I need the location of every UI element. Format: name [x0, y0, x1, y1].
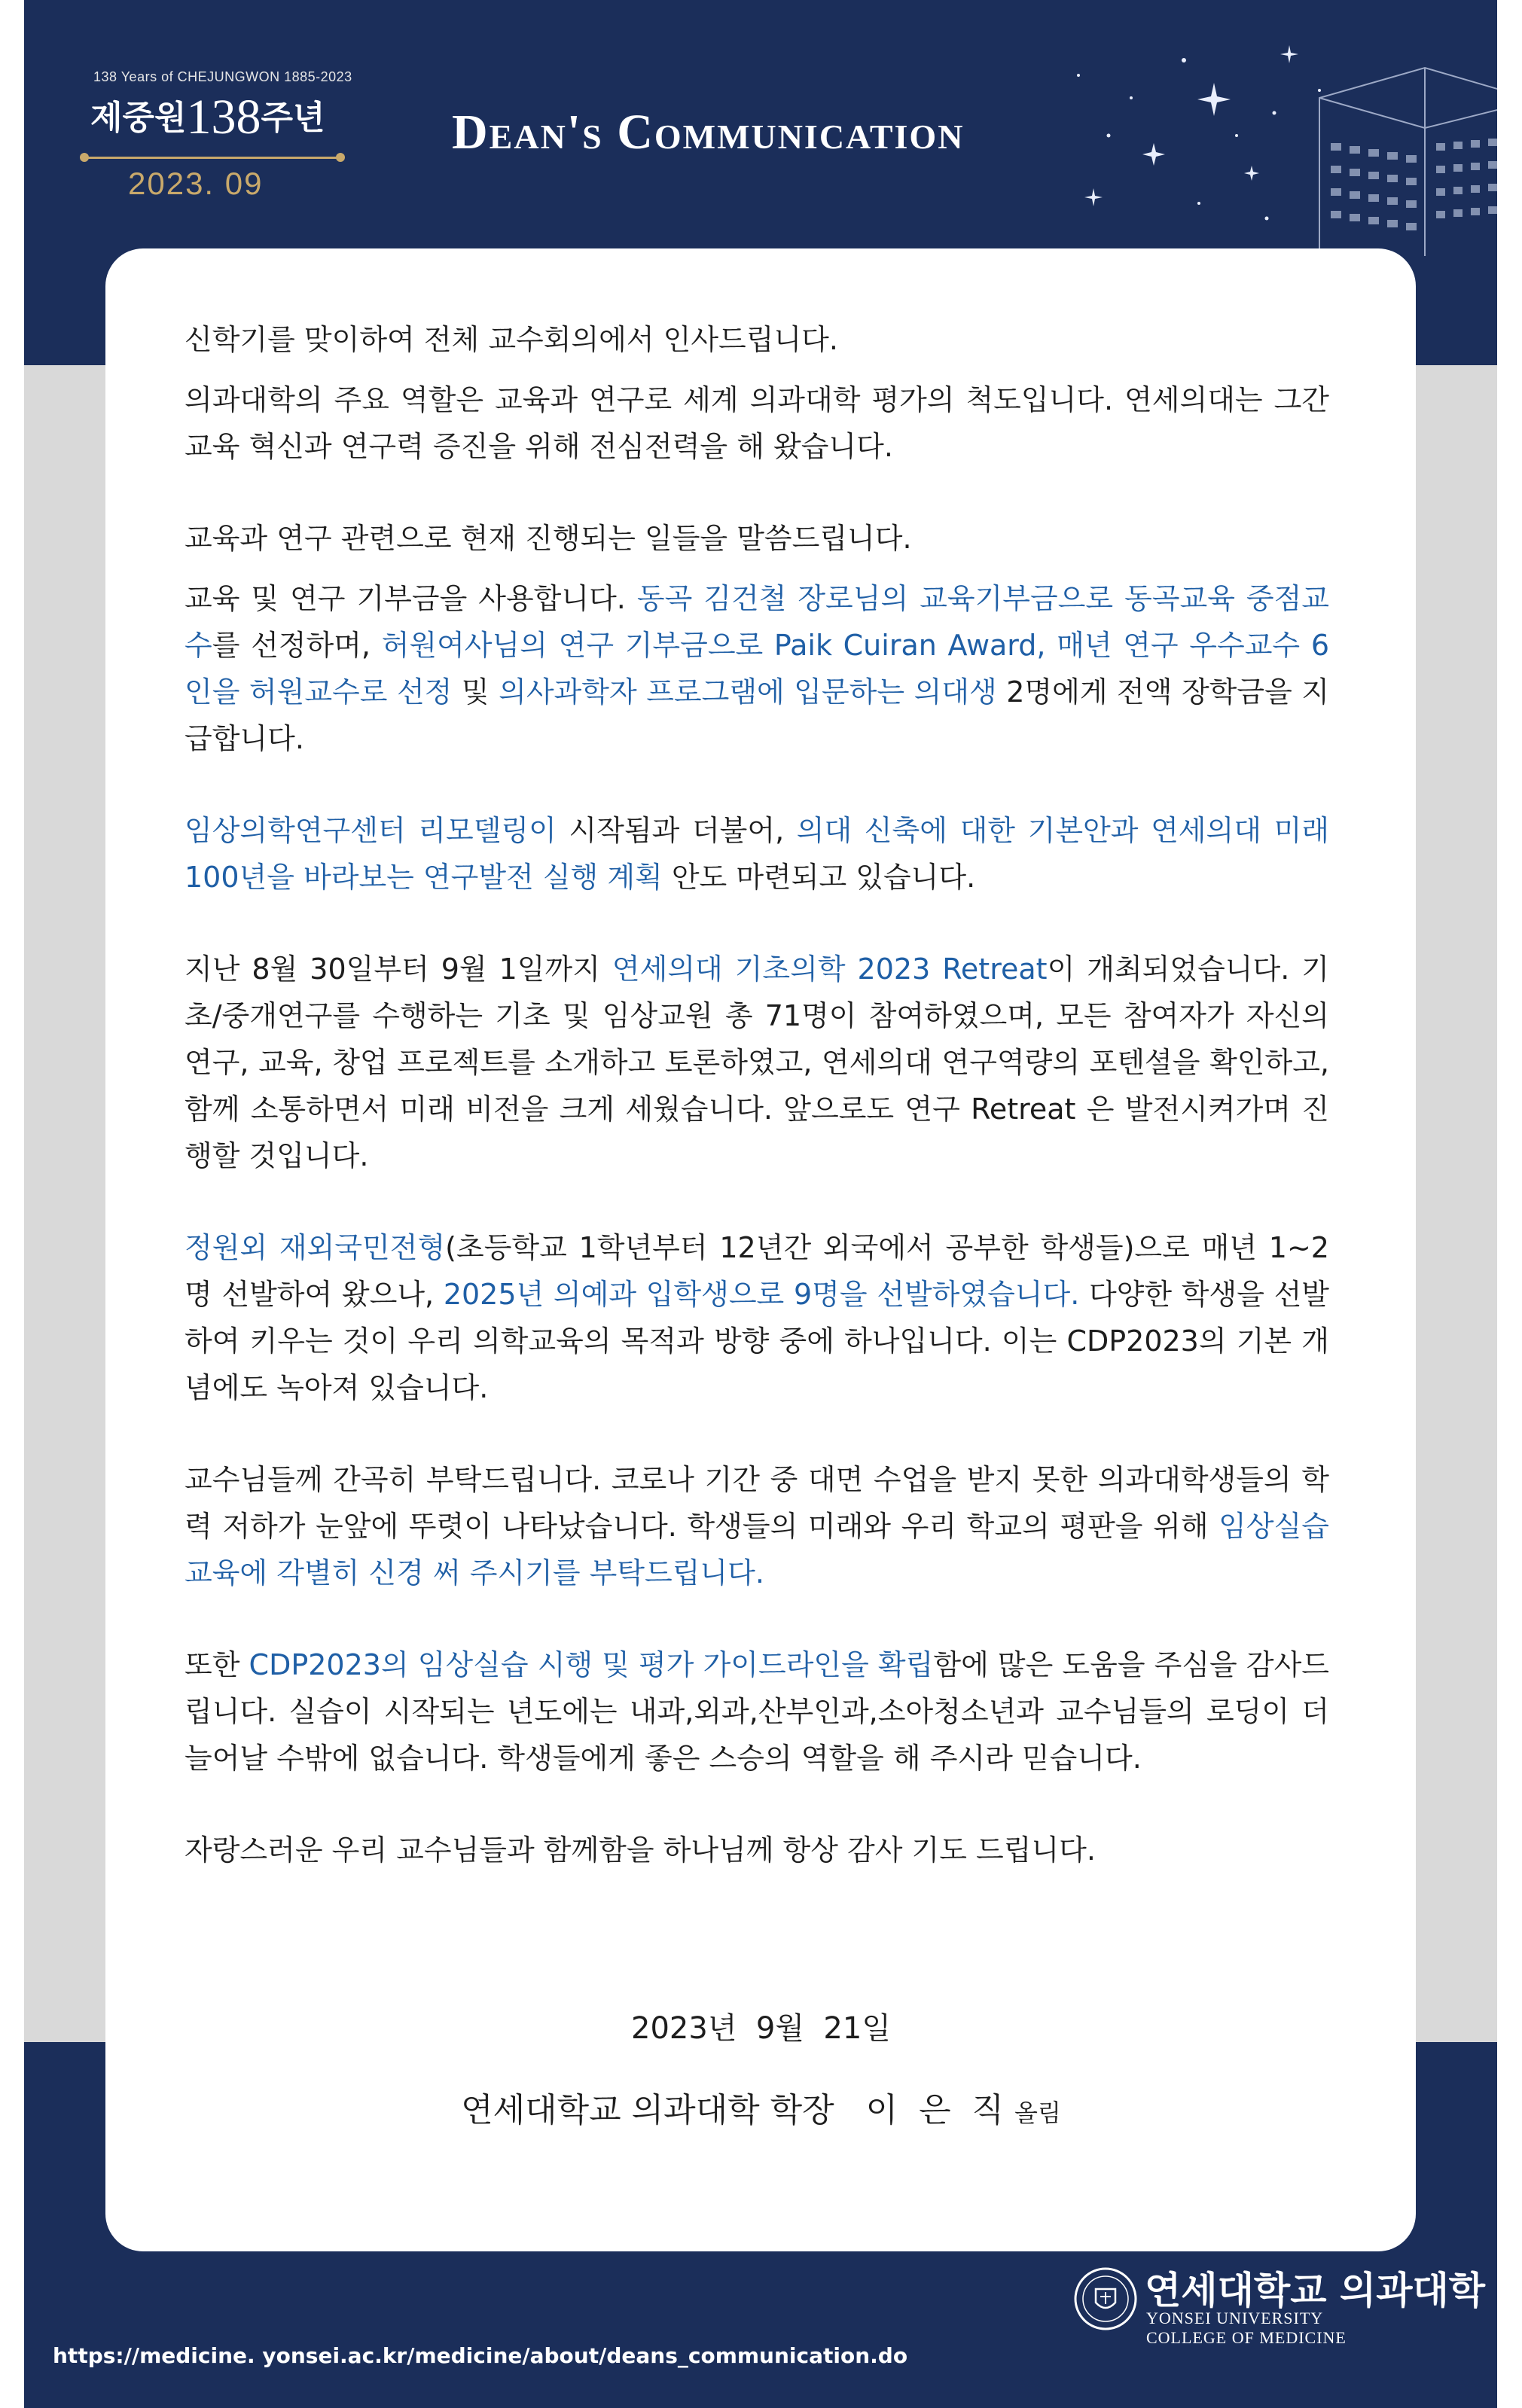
text-span: 시작됨과 더불어,	[556, 814, 797, 847]
footer-logo-english-2: COLLEGE OF MEDICINE	[1146, 2328, 1347, 2347]
paragraph-thanks	[185, 1641, 1329, 1782]
paragraph-remodeling	[185, 807, 1329, 901]
footer-url-link[interactable]: https://medicine. yonsei.ac.kr/medicine/about/deans_communication.do	[53, 2343, 908, 2368]
university-seal-icon	[1073, 2266, 1138, 2331]
paragraph-role: 의과대학의 주요 역할은 교육과 연구로 세계 의과대학 평가의 척도입니다. 연세의대는 그간 교육 혁신과 연구력 증진을 위해 전심전력을 해 왔습니다.	[185, 383, 1329, 463]
anniversary-caption: 138 Years of CHEJUNGWON 1885-2023	[93, 69, 352, 84]
highlight-span: 의사과학자 프로그램에 입문하는 의대생	[499, 675, 997, 709]
page-title: Dean's Communication	[452, 105, 965, 160]
paragraph-donations	[185, 575, 1329, 762]
text-span: 교육 및 연구 기부금을 사용합니다.	[185, 582, 637, 615]
anniversary-divider	[84, 157, 340, 159]
signature-suffix: 올림	[1014, 2099, 1061, 2127]
text-span: 교수님들께 간곡히 부탁드립니다. 코로나 기간 중 대면 수업을 받지 못한 의과대학생들의 학력 저하가 눈앞에 뚜렷이 나타났습니다. 학생들의 미래와 우리 학교의 평판을 위해	[185, 1463, 1329, 1543]
highlight-span: 임상의학연구센터 리모델링이	[185, 814, 557, 847]
text-span: 및	[452, 675, 499, 709]
signature-name	[0, 2083, 1522, 2131]
text-span: 안도 마련되고 있습니다.	[662, 861, 976, 894]
issue-date: 2023. 09	[128, 166, 264, 201]
text-span: 다양한 학생을 선발하여 키우는 것이 우리 의학교육의 목적과 방향 중에 하나입니다. 이는 CDP2023의 기본 개념에도 녹아져 있습니다.	[185, 1278, 1330, 1404]
paragraph-closing: 자랑스러운 우리 교수님들과 함께함을 하나님께 항상 감사 기도 드립니다.	[185, 1833, 1096, 1867]
anniversary-prefix: 제중원	[90, 99, 187, 137]
highlight-span: 동곡 김건철 장로님의 교육기부금으로 동곡교육 중점교수	[185, 582, 1330, 662]
paragraph-greeting: 신학기를 맞이하여 전체 교수회의에서 인사드립니다.	[185, 323, 838, 356]
highlight-span: 허원여사님의 연구 기부금으로 Paik Cuiran Award, 매년 연구 우수교수 6인을 허원교수로 선정	[185, 629, 1329, 709]
signature-date: 2023년 9월 21일	[631, 2011, 891, 2046]
paragraph-intro: 교육과 연구 관련으로 현재 진행되는 일들을 말씀드립니다.	[185, 522, 912, 555]
highlight-span: CDP2023의 임상실습 시행 및 평가 가이드라인을 확립	[249, 1648, 934, 1681]
anniversary-suffix: 주년	[261, 99, 325, 137]
paragraph-request	[185, 1456, 1329, 1596]
text-span: 함에 많은 도움을 주심을 감사드립니다. 실습이 시작되는 년도에는 내과,외과,산부인과,소아청소년과 교수님들의 로딩이 더 늘어날 수밖에 없습니다. 학생들에게 좋은 스승의 역할을 해 주시라 믿습니다.	[185, 1648, 1330, 1775]
highlight-span: 2025년 의예과 입학생으로 9명을 선발하였습니다.	[443, 1278, 1080, 1311]
footer-logo-korean: 연세대학교 의과대학	[1145, 2269, 1486, 2312]
text-span: (초등학교 1학년부터 12년간 외국에서 공부한 학생들)으로 매년 1~2명 선발하여 왔으나,	[185, 1231, 1329, 1311]
footer-logo-english-1: YONSEI UNIVERSITY	[1146, 2309, 1324, 2327]
letter-body	[185, 316, 1329, 1873]
text-span: 2명에게 전액 장학금을 지급합니다.	[185, 675, 1330, 755]
building-illustration-icon	[1289, 53, 1497, 256]
highlight-span: 의대 신축에 대한 기본안과 연세의대 미래 100년을 바라보는 연구발전 실행 계획	[185, 814, 1329, 894]
highlight-span: 정원외 재외국민전형	[185, 1231, 446, 1264]
paragraph-admissions	[185, 1224, 1329, 1411]
paragraph-retreat	[185, 946, 1329, 1179]
text-span: 또한	[185, 1648, 249, 1681]
signature-author: 연세대학교 의과대학 학장 이 은 직	[461, 2091, 1015, 2129]
highlight-span: 임상실습 교육에 각별히 신경 써 주시기를 부탁드립니다.	[185, 1510, 1329, 1590]
text-span: 지난 8월 30일부터 9월 1일까지	[185, 953, 612, 986]
text-span: 이 개최되었습니다. 기초/중개연구를 수행하는 기초 및 임상교원 총 71명이 참여하였으며, 모든 참여자가 자신의 연구, 교육, 창업 프로젝트를 소개하고 토론하였고, 연세의대 연구역량의 포텐셜을 확인하고, 함께 소통하면서 미래 비전을 크게 세웠습니다. 앞으로도 연구 Retreat 은 발전시켜가며 진행할 것입니다.	[185, 953, 1329, 1172]
text-span: 를 선정하며,	[212, 629, 382, 662]
anniversary-number: 138	[186, 90, 261, 145]
anniversary-title	[90, 89, 325, 146]
highlight-span: 연세의대 기초의학 2023 Retreat	[612, 953, 1048, 986]
